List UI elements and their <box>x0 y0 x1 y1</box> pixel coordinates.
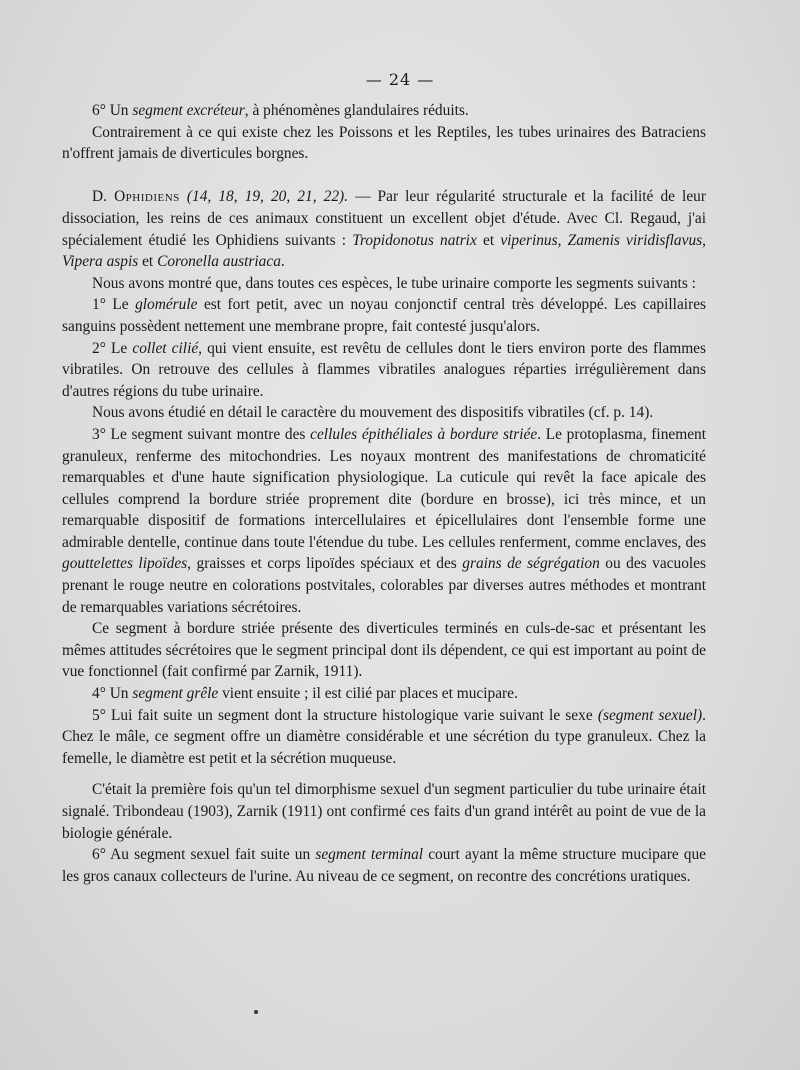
paragraph <box>62 402 706 424</box>
page-number: — 24 — <box>365 70 435 89</box>
italic-text: Zamenis viridisflavus <box>567 231 703 249</box>
italic-text: cellules épithéliales à bordure striée <box>310 425 538 443</box>
italic-text: segment excréteur <box>132 102 245 119</box>
italic-text: segment terminal <box>315 846 424 864</box>
paragraph <box>62 273 706 295</box>
text-run: , qui vient ensuite, est revêtu de cellules dont le tiers environ porte des flammes vibratiles. On retrouve des cellules à flammes vibratiles analogues réparties irrégulièrement dans d'autres régions du tube urinaire. <box>62 339 706 400</box>
text-run: , <box>702 231 706 249</box>
italic-text: grains de ségrégation <box>462 555 600 573</box>
text-run: , <box>557 231 568 249</box>
ink-speck <box>254 1010 258 1014</box>
text-run: Nous avons étudié en détail le caractère du mouvement des dispositifs vibratiles (cf. p. 14). <box>92 404 654 422</box>
paragraph <box>62 294 706 337</box>
italic-text: Tropidonotus natrix <box>352 231 477 249</box>
text-run: 3° Le segment suivant montre des <box>92 425 311 443</box>
italic-text: Coronella austriaca <box>157 253 281 271</box>
text-run: vient ensuite ; il est cilié par places et mucipare. <box>218 685 518 703</box>
italic-text: segment grêle <box>132 685 219 703</box>
text-run: et <box>138 253 158 271</box>
paragraph <box>62 100 706 122</box>
text-run: Nous avons montré que, dans toutes ces espèces, le tube urinaire comporte les segments suivants : <box>92 274 696 292</box>
text-run: et <box>476 231 501 249</box>
italic-text: glomérule <box>135 296 198 314</box>
italic-text: viperinus <box>500 231 558 249</box>
text-run: 4° Un <box>92 685 133 703</box>
text-run: . Chez le mâle, ce segment offre un diamètre considérable et une sécrétion du type granuleux. Chez la femelle, le diamètre est petit et la sécrétion muqueuse. <box>62 706 706 767</box>
paragraph <box>62 618 706 683</box>
paragraph <box>62 122 706 165</box>
text-run: Ce segment à bordure striée présente des diverticules terminés en culs-de-sac et présentant les mêmes attitudes sécrétoires que le segment principal dont ils dépendent, ce qui est important au point de vue fonctionnel (fait confirmé par Zarnik, 1911). <box>62 620 706 681</box>
text-run: . Le protoplasma, finement granuleux, renferme des mitochondries. Les noyaux montrent des manifestations de chromaticité remarquables et d'une haute signification physiologique. La cuticule qui revêt la face apicale des cellules comprend la bordure striée proprement dite (bordure en brosse), ici très mince, et un remarquable dispositif de formations intercellulaires et épicellulaires dont l'ensemble forme une admirable dentelle, continue dans toute l'étendue du tube. Les cellules renferment, comme enclaves, des <box>62 425 706 551</box>
italic-text: gouttelettes lipoïdes <box>62 555 188 573</box>
text-run: D. <box>92 188 115 206</box>
italic-text: collet cilié <box>132 339 199 357</box>
text-run: , graisses et corps lipoïdes spéciaux et des <box>187 555 463 573</box>
text-run: C'était la première fois qu'un tel dimorphisme sexuel d'un segment particulier du tube urinaire était signalé. Tribondeau (1903), Zarnik (1911) ont confirmé ces faits d'un grand intérêt au point de vue de la biologie générale. <box>62 781 706 842</box>
paragraph <box>62 779 706 844</box>
paragraph <box>62 844 706 887</box>
small-caps-heading: Ophidiens <box>114 188 180 206</box>
paragraph <box>62 338 706 403</box>
paragraph <box>62 705 706 770</box>
paragraph <box>62 683 706 705</box>
paragraph <box>62 186 706 272</box>
italic-text: (14, 18, 19, 20, 21, 22). <box>179 188 356 206</box>
italic-text: (segment sexuel) <box>597 706 703 724</box>
text-run: , à phénomènes glandulaires réduits. <box>244 102 469 119</box>
text-run: 6° Un <box>92 102 133 119</box>
text-run: ou des vacuoles prenant le rouge neutre en colorations postvitales, colorables par diverses autres méthodes et montrant de remarquables variations sécrétoires. <box>62 555 707 616</box>
text-run: court ayant la même structure mucipare que les gros canaux collecteurs de l'urine. Au niveau de ce segment, on recontre des concrétions uratiques. <box>62 846 707 885</box>
text-run: est fort petit, avec un noyau conjonctif central très développé. Les capillaires sanguins possèdent nettement une membrane propre, fait contesté jusqu'alors. <box>62 296 707 335</box>
text-run: Contrairement à ce qui existe chez les Poissons et les Reptiles, les tubes urinaires des Batraciens n'offrent jamais de diverticules borgnes. <box>62 123 706 163</box>
text-run: . <box>280 253 285 271</box>
text-run: 1° Le <box>92 296 136 314</box>
text-run: 2° Le <box>92 339 133 357</box>
paragraph <box>62 424 706 618</box>
text-run: 6° Au segment sexuel fait suite un <box>92 846 316 864</box>
text-run: 5° Lui fait suite un segment dont la structure histologique varie suivant le sexe <box>92 706 598 724</box>
italic-text: Vipera aspis <box>62 253 139 271</box>
text-run: — Par leur régularité structurale et la facilité de leur dissociation, les reins de ces animaux constituent un excellent objet d'étude. Avec Cl. Regaud, j'ai spécialement étudié les Ophidiens suivants : <box>62 188 706 249</box>
body-text <box>62 100 706 887</box>
